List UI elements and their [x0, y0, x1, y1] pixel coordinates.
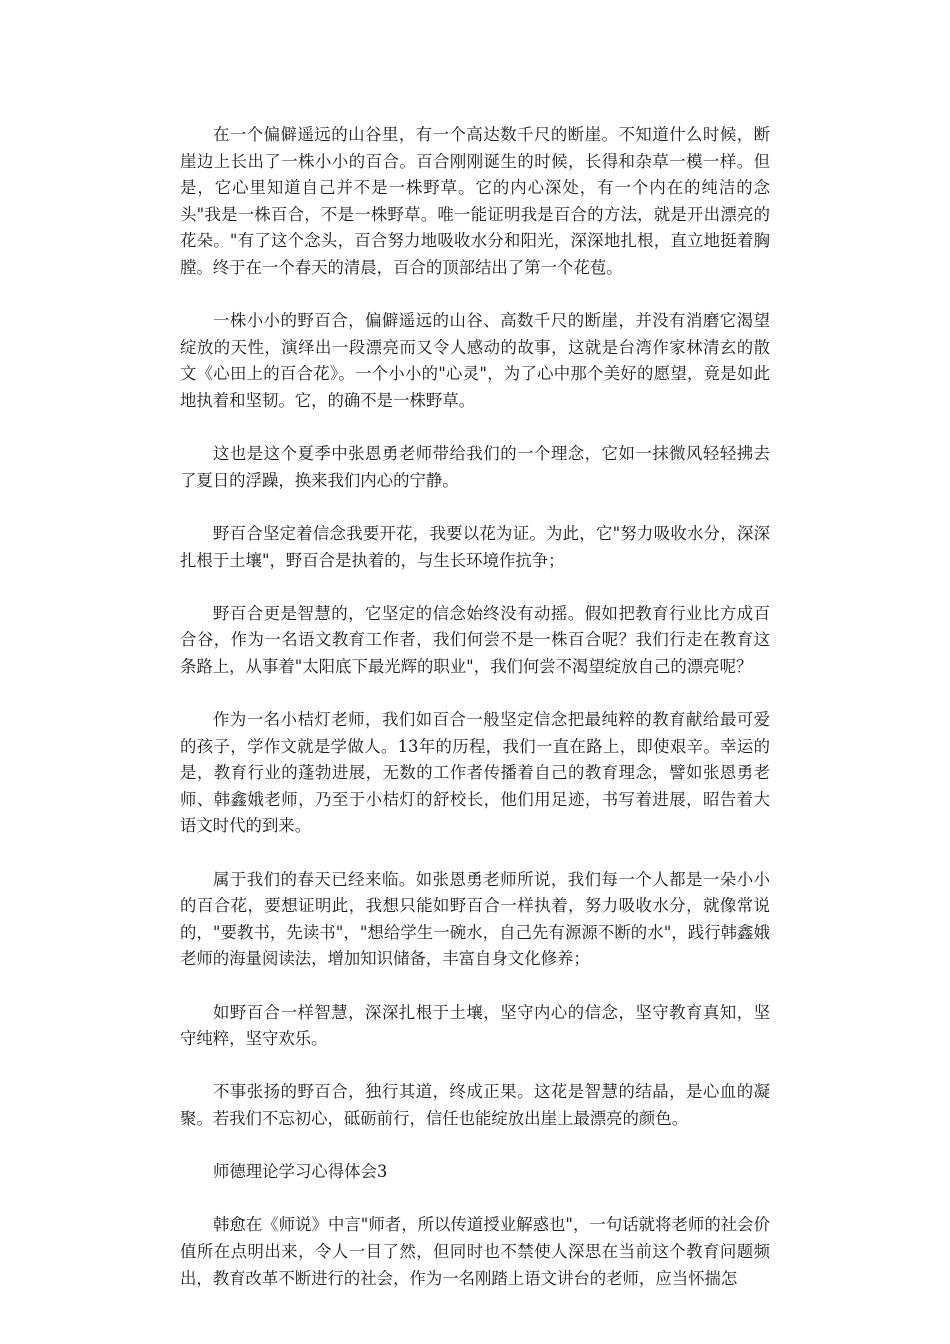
paragraph-3: 这也是这个夏季中张恩勇老师带给我们的一个理念，它如一抹微风轻轻拂去了夏日的浮躁，换来我们内心的宁静。 — [180, 444, 770, 490]
paragraph-10: 韩愈在《师说》中言"师者，所以传道授业解惑也"，一句话就将老师的社会价值所在点明出来，令人一目了然，但同时也不禁使人深思在当前这个教育问题频出，教育改革不断进行的社会，作为一名刚踏上语文讲台的老师，应当怀揣怎 — [180, 1215, 770, 1288]
paragraph-9: 不事张扬的野百合，独行其道，终成正果。这花是智慧的结晶，是心血的凝聚。若我们不忘初心，砥砺前行，信任也能绽放出崖上最漂亮的颜色。 — [180, 1082, 770, 1128]
paragraph-8: 如野百合一样智慧，深深扎根于土壤，坚守内心的信念，坚守教育真知，坚守纯粹，坚守欢乐。 — [180, 1002, 770, 1049]
section-heading: 师德理论学习心得体会3 — [213, 1162, 388, 1182]
document-body — [180, 122, 770, 1319]
paragraph-5: 野百合更是智慧的，它坚定的信念始终没有动摇。假如把教育行业比方成百合谷，作为一名语文教育工作者，我们何尝不是一株百合呢？我们行走在教育这条路上，从事着"太阳底下最光辉的职业"，我们何尝不渴望绽放自己的漂亮呢？ — [180, 603, 770, 676]
paragraph-7: 属于我们的春天已经来临。如张恩勇老师所说，我们每一个人都是一朵小小的百合花，要想证明此，我想只能如野百合一样执着，努力吸收水分，就像常说的，"要教书，先读书"，"想给学生一碗水，自己先有源源不断的水"，践行韩鑫娥老师的海量阅读法，增加知识储备，丰富自身文化修养； — [180, 869, 770, 969]
paragraph-4: 野百合坚定着信念我要开花，我要以花为证。为此，它"努力吸收水分，深深扎根于土壤"，野百合是执着的，与生长环境作抗争； — [180, 523, 770, 570]
paragraph-1: 在一个偏僻遥远的山谷里，有一个高达数千尺的断崖。不知道什么时候，断崖边上长出了一株小小的百合。百合刚刚诞生的时候，长得和杂草一模一样。但是，它心里知道自己并不是一株野草。它的内心深处，有一个内在的纯洁的念头"我是一株百合，不是一株野草。唯一能证明我是百合的方法，就是开出漂亮的花朵。"有了这个念头，百合努力地吸收水分和阳光，深深地扎根，直立地挺着胸膛。终于在一个春天的清晨，百合的顶部结出了第一个花苞。 — [180, 125, 770, 277]
paragraph-6: 作为一名小桔灯老师，我们如百合一般坚定信念把最纯粹的教育献给最可爱的孩子，学作文就是学做人。13年的历程，我们一直在路上，即使艰辛。幸运的是，教育行业的蓬勃进展，无数的工作者传播着自己的教育理念，譬如张恩勇老师、韩鑫娥老师，乃至于小桔灯的舒校长，他们用足迹，书写着进展，昭告着大语文时代的到来。 — [180, 710, 770, 836]
paragraph-2: 一株小小的野百合，偏僻遥远的山谷、高数千尺的断崖，并没有消磨它渴望绽放的天性，演绎出一段漂亮而又令人感动的故事，这就是台湾作家林清玄的散文《心田上的百合花》。一个小小的"心灵"，为了心中那个美好的愿望，竟是如此地执着和坚韧。它，的确不是一株野草。 — [180, 311, 770, 410]
